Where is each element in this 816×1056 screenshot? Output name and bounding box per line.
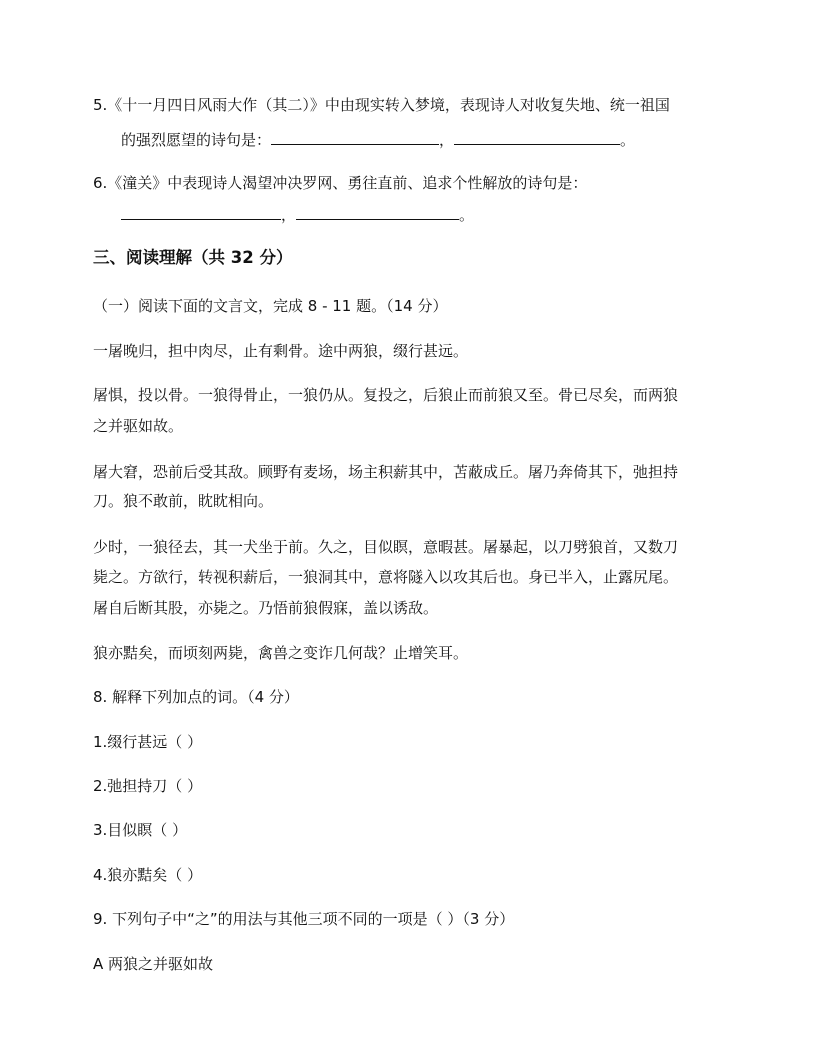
answer-blank[interactable] bbox=[271, 128, 439, 145]
part-intro: （一）阅读下面的文言文，完成 8 - 11 题。（14 分） bbox=[93, 297, 448, 315]
separator: ， bbox=[281, 206, 297, 224]
passage-paragraph-5: 狼亦黠矣，而顷刻两毙，禽兽之变诈几何哉？止增笑耳。 bbox=[93, 644, 469, 662]
answer-blank[interactable] bbox=[296, 203, 459, 220]
separator: ， bbox=[439, 131, 455, 149]
question-5-line-2 bbox=[121, 128, 635, 151]
end-mark: 。 bbox=[620, 131, 636, 149]
question-8-item: 3.目似瞑（ ） bbox=[93, 821, 188, 839]
question-8-prompt: 8. 解释下列加点的词。（4 分） bbox=[93, 688, 299, 706]
passage-paragraph-4-line-3: 屠自后断其股，亦毙之。乃悟前狼假寐，盖以诱敌。 bbox=[93, 599, 439, 617]
question-6-line-1: 6.《潼关》中表现诗人渴望冲决罗网、勇往直前、追求个性解放的诗句是： bbox=[93, 174, 588, 192]
passage-paragraph-3-line-2: 刀。狼不敢前，眈眈相向。 bbox=[93, 492, 274, 510]
passage-paragraph-1: 一屠晚归，担中肉尽，止有剩骨。途中两狼，缀行甚远。 bbox=[93, 342, 469, 360]
end-mark: 。 bbox=[459, 206, 475, 224]
question-6-line-2 bbox=[121, 203, 474, 226]
answer-blank[interactable] bbox=[454, 128, 620, 145]
answer-blank[interactable] bbox=[121, 203, 281, 220]
question-9-prompt: 9. 下列句子中“之”的用法与其他三项不同的一项是（ ）（3 分） bbox=[93, 910, 515, 928]
passage-paragraph-4-line-2: 毙之。方欲行，转视积薪后，一狼洞其中，意将隧入以攻其后也。身已半入，止露尻尾。 bbox=[93, 568, 679, 586]
passage-paragraph-3-line-1: 屠大窘，恐前后受其敌。顾野有麦场，场主积薪其中，苫蔽成丘。屠乃奔倚其下，弛担持 bbox=[93, 463, 679, 481]
passage-paragraph-4-line-1: 少时，一狼径去，其一犬坐于前。久之，目似瞑，意暇甚。屠暴起，以刀劈狼首，又数刀 bbox=[93, 538, 679, 556]
section-heading: 三、阅读理解（共 32 分） bbox=[93, 248, 293, 267]
question-9-option-a[interactable]: A 两狼之并驱如故 bbox=[93, 955, 214, 973]
question-5-line-1: 5.《十一月四日风雨大作（其二）》中由现实转入梦境，表现诗人对收复失地、统一祖国 bbox=[93, 96, 670, 114]
question-8-item: 1.缀行甚远（ ） bbox=[93, 733, 203, 751]
question-5-prefix: 的强烈愿望的诗句是： bbox=[121, 131, 272, 149]
passage-paragraph-2-line-2: 之并驱如故。 bbox=[93, 417, 184, 435]
question-8-item: 2.弛担持刀（ ） bbox=[93, 777, 203, 795]
passage-paragraph-2-line-1: 屠惧，投以骨。一狼得骨止，一狼仍从。复投之，后狼止而前狼又至。骨已尽矣，而两狼 bbox=[93, 386, 679, 404]
question-8-item: 4.狼亦黠矣（ ） bbox=[93, 866, 203, 884]
